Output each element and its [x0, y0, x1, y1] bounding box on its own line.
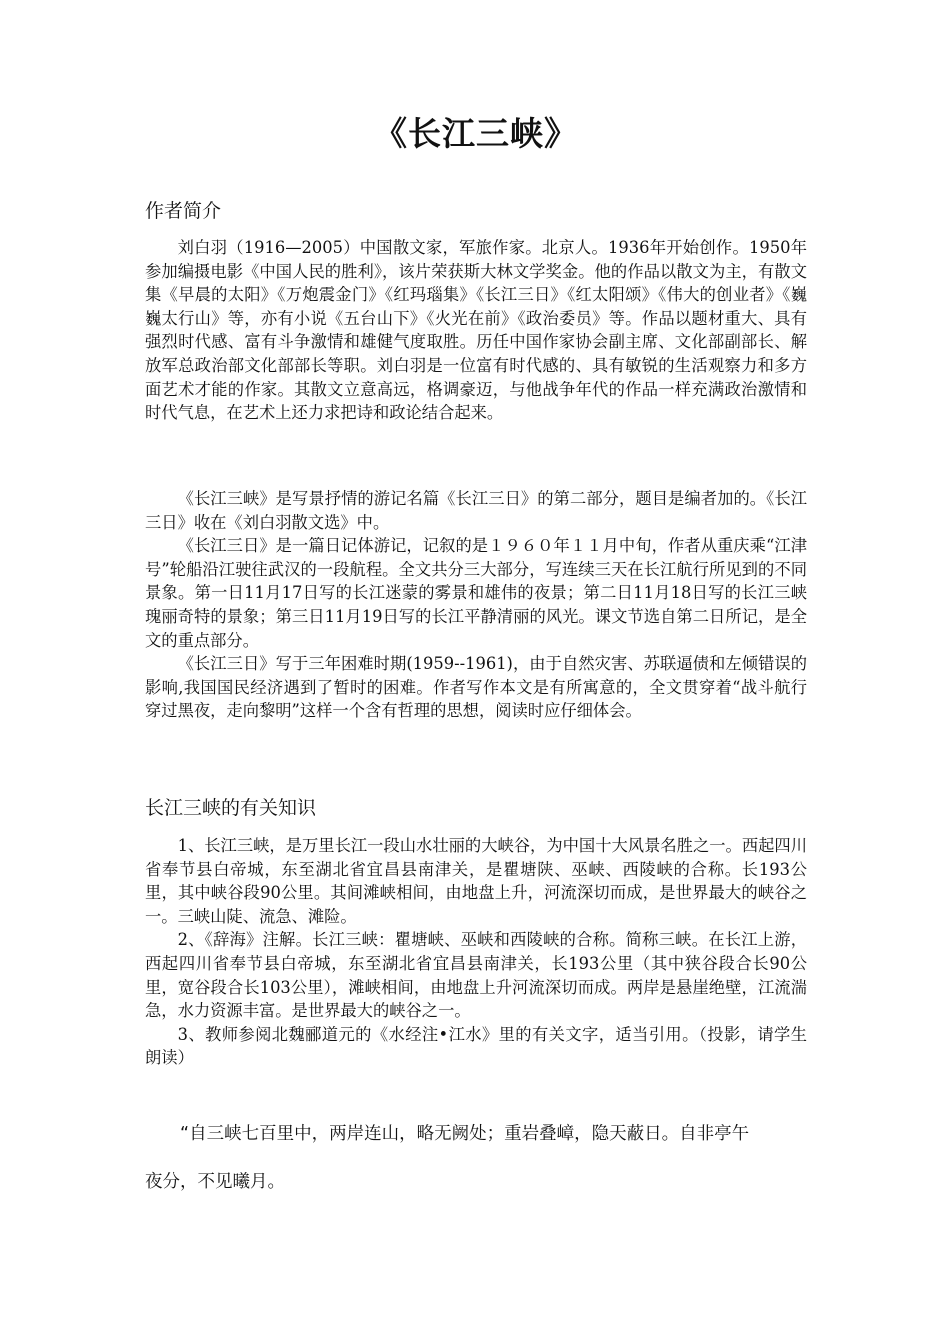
knowledge-item-3: 3、教师参阅北魏郦道元的《水经注•江水》里的有关文字，适当引用。（投影，请学生朗读） [145, 1024, 807, 1068]
section-heading-knowledge: 长江三峡的有关知识 [145, 797, 317, 819]
work-intro-paragraph-3: 《长江三日》写于三年困难时期(1959--1961)，由于自然灾害、苏联逼债和左倾错误的影响,我国国民经济遇到了暂时的困难。作者写作本文是有所寓意的，全文贯穿着“战斗航行穿过黑夜，走向黎明”这样一个含有哲理的思想，阅读时应仔细体会。 [145, 654, 807, 721]
knowledge-item-2: 2、《辞海》注解。长江三峡：瞿塘峡、巫峡和西陵峡的合称。简称三峡。在长江上游，西起四川省奉节县白帝城，东至湖北省宜昌县南津关，长193公里（其中狭谷段合长90公里，宽谷段合长103公里），滩峡相间，由地盘上升河流深切而成。两岸是悬崖绝壁，江流湍急，水力资源丰富。是世界最大的峡谷之一。 [145, 930, 807, 1021]
quote-line-2: 夜分，不见曦月。 [145, 1172, 285, 1192]
section-heading-author: 作者简介 [145, 200, 222, 222]
author-intro-block [145, 236, 807, 425]
author-intro-paragraph: 刘白羽（1916—2005）中国散文家，军旅作家。北京人。1936年开始创作。1950年参加编摄电影《中国人民的胜利》，该片荣获斯大林文学奖金。他的作品以散文为主，有散文集《早晨的太阳》《万炮震金门》《红玛瑙集》《长江三日》《红太阳颂》《伟大的创业者》《巍巍太行山》等，亦有小说《五台山下》《火光在前》《政治委员》等。作品以题材重大、具有强烈时代感、富有斗争激情和雄健气度取胜。历任中国作家协会副主席、文化部副部长、解放军总政治部文化部部长等职。刘白羽是一位富有时代感的、具有敏锐的生活观察力和多方面艺术才能的作家。其散文立意高远，格调豪迈，与他战争年代的作品一样充满政治激情和时代气息，在艺术上还力求把诗和政论结合起来。 [145, 238, 807, 423]
work-intro-paragraph-1: 《长江三峡》是写景抒情的游记名篇《长江三日》的第二部分，题目是编者加的。《长江三日》收在《刘白羽散文选》中。 [145, 489, 807, 532]
knowledge-item-1: 1、长江三峡，是万里长江一段山水壮丽的大峡谷，为中国十大风景名胜之一。西起四川省奉节县白帝城，东至湖北省宜昌县南津关，是瞿塘陕、巫峡、西陵峡的合称。长193公里，其中峡谷段90公里。其间滩峡相间，由地盘上升，河流深切而成，是世界最大的峡谷之一。三峡山陡、流急、滩险。 [145, 836, 807, 926]
work-intro-block [145, 487, 807, 723]
quote-line-1: “自三峡七百里中，两岸连山，略无阙处；重岩叠嶂，隐天蔽日。自非亭午 [180, 1124, 750, 1144]
work-intro-paragraph-2: 《长江三日》是一篇日记体游记，记叙的是１９６０年１１月中旬，作者从重庆乘“江津号”轮船沿江驶往武汉的一段航程。全文共分三大部分，写连续三天在长江航行所见到的不同景象。第一日11月17日写的长江迷蒙的雾景和雄伟的夜景；第二日11月18日写的长江三峡瑰丽奇特的景象；第三日11月19日写的长江平静清丽的风光。课文节选自第二日所记，是全文的重点部分。 [145, 536, 807, 650]
shuijingzhu-quote [145, 1120, 807, 1192]
knowledge-block [145, 834, 807, 1070]
document-title: 《长江三峡》 [374, 114, 578, 153]
